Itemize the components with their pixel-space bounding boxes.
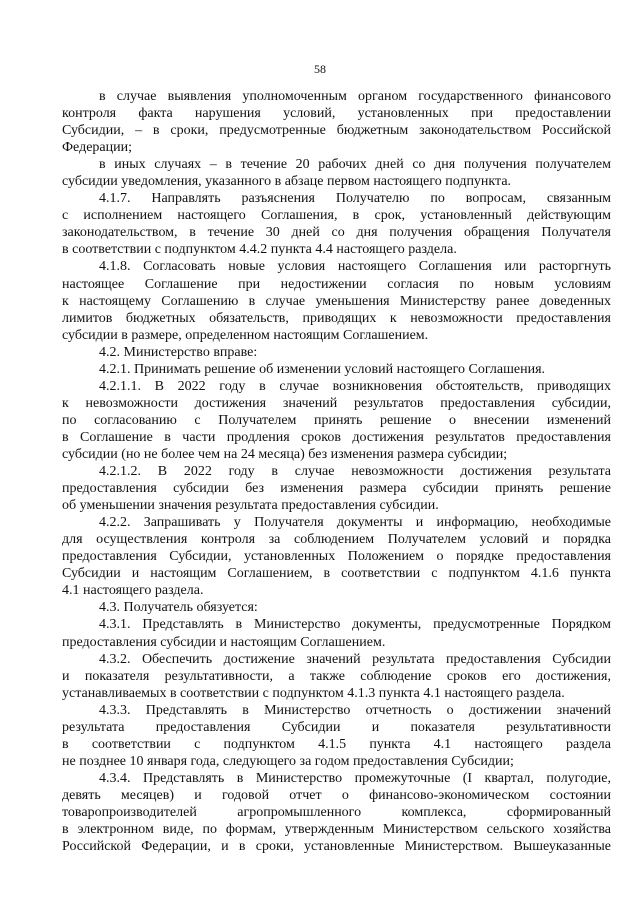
text-line: предоставления Субсидии, установленных Положением о порядке предоставления <box>62 549 611 565</box>
document-body <box>62 88 611 855</box>
text-line: 4.1.8. Согласовать новые условия настоящего Соглашения или расторгнуть <box>99 259 611 275</box>
text-line: 4.2.2. Запрашивать у Получателя документы и информацию, необходимые <box>99 515 611 531</box>
text-line: 4.1.7. Направлять разъяснения Получателю по вопросам, связанным <box>99 191 611 207</box>
text-line: предоставления субсидии и настоящим Соглашением. <box>62 634 386 650</box>
text-line: настоящее Соглашение при недостижении согласия по новым условиям <box>62 276 611 292</box>
text-line: устанавливаемых в соответствии с подпунктом 4.1.3 пункта 4.1 настоящего раздела. <box>62 685 565 701</box>
text-line: 4.3.4. Представлять в Министерство промежуточные (I квартал, полугодие, <box>99 770 611 786</box>
text-line: к настоящему Соглашению в случае уменьшения Министерству ранее доведенных <box>62 293 611 309</box>
text-line: для осуществления контроля за соблюдением Получателем условий и порядка <box>62 532 611 548</box>
text-line: в соответствии с подпунктом 4.1.5 пункта 4.1 настоящего раздела <box>62 736 611 752</box>
page-number: 58 <box>314 62 326 76</box>
text-line: законодательством, в течение 30 дней со дня получения обращения Получателя <box>62 225 611 241</box>
text-line: в случае выявления уполномоченным органом государственного финансового <box>99 89 611 104</box>
text-line: в соответствии с подпунктом 4.4.2 пункта 4.4 настоящего раздела. <box>62 242 457 258</box>
text-line: 4.3.3. Представлять в Министерство отчетность о достижении значений <box>99 702 611 718</box>
text-line: Российской Федерации, и в сроки, установленные Министерством. Вышеуказанные <box>62 839 611 855</box>
text-line: субсидии уведомления, указанного в абзаце первом настоящего подпункта. <box>62 174 512 190</box>
text-line: контроля факта нарушения условий, установленных при предоставлении <box>62 106 611 122</box>
text-line: в Соглашение в части продления сроков достижения результатов предоставления <box>62 429 611 445</box>
text-line: в электронном виде, по формам, утвержденным Министерством сельского хозяйства <box>62 822 611 838</box>
text-line: 4.1 настоящего раздела. <box>62 583 204 599</box>
text-line: по согласованию с Получателем принять решение о внесении изменений <box>62 412 611 428</box>
text-line: 4.3.1. Представлять в Министерство документы, предусмотренные Порядком <box>99 617 611 633</box>
text-line: девять месяцев) и годовой отчет о финансово-экономическом состоянии <box>62 787 611 803</box>
text-line: 4.2.1. Принимать решение об изменении условий настоящего Соглашения. <box>99 361 546 377</box>
text-line: об уменьшении значения результата предоставления субсидии. <box>62 498 439 514</box>
text-line: субсидии в размере, определенном настоящим Соглашением. <box>62 327 429 343</box>
text-line: 4.2.1.2. В 2022 году в случае невозможности достижения результата <box>99 464 611 480</box>
text-line: Субсидии и настоящим Соглашением, в соответствии с подпунктом 4.1.6 пункта <box>62 566 611 582</box>
text-line: лимитов бюджетных обязательств, приводящих к невозможности предоставления <box>62 310 611 326</box>
text-line: Субсидии, – в сроки, предусмотренные бюджетным законодательством Российской <box>62 123 611 139</box>
text-line: к невозможности достижения значений результатов предоставления субсидии, <box>62 395 611 411</box>
text-line: 4.2.1.1. В 2022 году в случае возникновения обстоятельств, приводящих <box>99 378 611 394</box>
text-line: с исполнением настоящего Соглашения, в срок, установленный действующим <box>62 208 611 224</box>
text-line: предоставления субсидии без изменения размера субсидии принять решение <box>62 481 611 497</box>
text-line: в иных случаях – в течение 20 рабочих дней со дня получения получателем <box>99 157 611 173</box>
text-line: 4.3. Получатель обязуется: <box>99 600 258 616</box>
text-line: не позднее 10 января года, следующего за годом предоставления Субсидии; <box>62 753 514 769</box>
text-line: 4.3.2. Обеспечить достижение значений результата предоставления Субсидии <box>99 651 611 667</box>
text-line: субсидии (но не более чем на 24 месяца) без изменения размера субсидии; <box>62 446 508 462</box>
text-line: Федерации; <box>62 140 133 156</box>
text-line: товаропроизводителей агропромышленного комплекса, сформированный <box>62 804 611 820</box>
text-line: результата предоставления Субсидии и показателя результативности <box>62 719 611 735</box>
text-line: и показателя результативности, а также соблюдение сроков его достижения, <box>62 668 611 684</box>
text-line: 4.2. Министерство вправе: <box>99 344 258 360</box>
